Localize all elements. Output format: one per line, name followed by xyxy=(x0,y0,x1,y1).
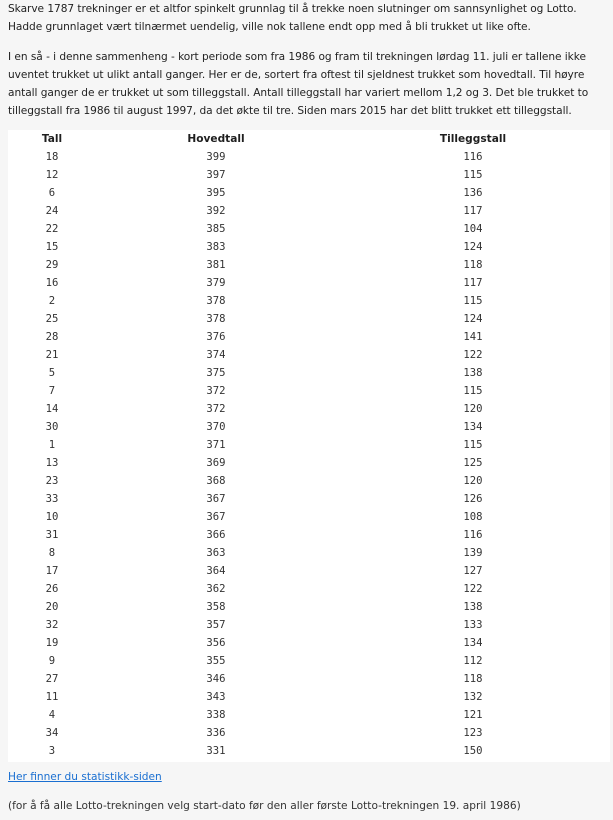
cell-hovedtall: 399 xyxy=(206,151,226,163)
cell-tilleggstall: 120 xyxy=(463,403,483,415)
cell-hovedtall: 331 xyxy=(206,745,226,757)
cell-hovedtall: 378 xyxy=(206,313,226,325)
cell-hovedtall: 376 xyxy=(206,331,226,343)
table-row xyxy=(8,328,610,346)
cell-tall: 26 xyxy=(45,583,59,595)
statistics-page-link[interactable]: Her finner du statistikk-siden xyxy=(8,771,162,783)
cell-tall: 1 xyxy=(48,439,56,451)
cell-tall: 29 xyxy=(45,259,59,271)
table-row xyxy=(8,634,610,652)
cell-hovedtall: 367 xyxy=(206,511,226,523)
cell-hovedtall: 364 xyxy=(206,565,226,577)
cell-tilleggstall: 150 xyxy=(463,745,483,757)
cell-tall: 16 xyxy=(45,277,59,289)
table-row xyxy=(8,652,610,670)
table-row xyxy=(8,436,610,454)
cell-hovedtall: 343 xyxy=(206,691,226,703)
cell-tall: 23 xyxy=(45,475,59,487)
cell-hovedtall: 383 xyxy=(206,241,226,253)
footnote: (for å få alle Lotto-trekningen velg start-dato før den aller første Lotto-trekningen 19. april 1986) xyxy=(8,800,521,812)
cell-hovedtall: 397 xyxy=(206,169,226,181)
cell-tall: 24 xyxy=(45,205,59,217)
cell-tilleggstall: 124 xyxy=(463,313,483,325)
cell-hovedtall: 372 xyxy=(206,403,226,415)
statistics-table xyxy=(8,130,610,760)
cell-tilleggstall: 116 xyxy=(463,529,483,541)
table-row xyxy=(8,472,610,490)
cell-tall: 13 xyxy=(45,457,59,469)
cell-tall: 21 xyxy=(45,349,59,361)
cell-tilleggstall: 116 xyxy=(463,151,483,163)
table-row xyxy=(8,292,610,310)
cell-hovedtall: 372 xyxy=(206,385,226,397)
table-row xyxy=(8,202,610,220)
table-row xyxy=(8,616,610,634)
table-row xyxy=(8,346,610,364)
cell-tilleggstall: 115 xyxy=(463,439,483,451)
cell-tall: 22 xyxy=(45,223,59,235)
cell-hovedtall: 379 xyxy=(206,277,226,289)
table-row xyxy=(8,400,610,418)
table-row xyxy=(8,274,610,292)
table-row xyxy=(8,598,610,616)
table-row xyxy=(8,256,610,274)
cell-tall: 31 xyxy=(45,529,59,541)
cell-tilleggstall: 117 xyxy=(463,277,483,289)
cell-tall: 34 xyxy=(45,727,59,739)
cell-tilleggstall: 115 xyxy=(463,169,483,181)
table-row xyxy=(8,220,610,238)
cell-tilleggstall: 126 xyxy=(463,493,483,505)
cell-hovedtall: 355 xyxy=(206,655,226,667)
intro-paragraph-2: I en så - i denne sammenheng - kort periode som fra 1986 og fram til trekningen lørdag 11. juli er tallene ikke uventet trukket ut ulikt antall ganger. Her er de, sortert fra oftest til sjeldnest trukket som hovedtall. Til høyre antall ganger de er trukket ut som tilleggstall. Antall tilleggstall har variert mellom 1,2 og 3. Det ble trukket to tilleggstall fra 1986 til august 1997, da det økte til tre. Siden mars 2015 har det blitt trukket ett tilleggstall. xyxy=(8,51,589,117)
cell-tall: 27 xyxy=(45,673,59,685)
header-tilleggstall: Tilleggstall xyxy=(439,133,507,145)
cell-tilleggstall: 125 xyxy=(463,457,483,469)
cell-hovedtall: 357 xyxy=(206,619,226,631)
cell-hovedtall: 378 xyxy=(206,295,226,307)
cell-tall: 3 xyxy=(48,745,56,757)
cell-hovedtall: 346 xyxy=(206,673,226,685)
cell-tilleggstall: 132 xyxy=(463,691,483,703)
cell-tilleggstall: 104 xyxy=(463,223,483,235)
table-row xyxy=(8,382,610,400)
cell-hovedtall: 358 xyxy=(206,601,226,613)
cell-tilleggstall: 122 xyxy=(463,349,483,361)
cell-tall: 8 xyxy=(48,547,56,559)
cell-tilleggstall: 138 xyxy=(463,601,483,613)
cell-tall: 6 xyxy=(48,187,56,199)
cell-tilleggstall: 121 xyxy=(463,709,483,721)
cell-tall: 25 xyxy=(45,313,59,325)
cell-tilleggstall: 124 xyxy=(463,241,483,253)
cell-tall: 28 xyxy=(45,331,59,343)
header-hovedtall: Hovedtall xyxy=(187,133,245,145)
cell-tilleggstall: 134 xyxy=(463,421,483,433)
table-row xyxy=(8,184,610,202)
cell-hovedtall: 368 xyxy=(206,475,226,487)
cell-tilleggstall: 136 xyxy=(463,187,483,199)
cell-tilleggstall: 122 xyxy=(463,583,483,595)
table-row xyxy=(8,418,610,436)
table-row xyxy=(8,310,610,328)
table-row xyxy=(8,670,610,688)
cell-tall: 10 xyxy=(45,511,59,523)
table-row xyxy=(8,508,610,526)
cell-tall: 15 xyxy=(45,241,59,253)
cell-hovedtall: 395 xyxy=(206,187,226,199)
cell-hovedtall: 381 xyxy=(206,259,226,271)
cell-hovedtall: 371 xyxy=(206,439,226,451)
cell-tilleggstall: 117 xyxy=(463,205,483,217)
cell-tall: 17 xyxy=(45,565,59,577)
cell-hovedtall: 356 xyxy=(206,637,226,649)
table-row xyxy=(8,166,610,184)
table-row xyxy=(8,238,610,256)
table-row xyxy=(8,490,610,508)
intro-paragraph-1: Skarve 1787 trekninger er et altfor spinkelt grunnlag til å trekke noen slutninger om sannsynlighet og Lotto. Hadde grunnlaget vært tilnærmet uendelig, ville nok tallene endt opp med å bli trukket ut like ofte. xyxy=(8,3,577,33)
cell-tilleggstall: 138 xyxy=(463,367,483,379)
cell-tilleggstall: 133 xyxy=(463,619,483,631)
table-row xyxy=(8,364,610,382)
cell-tilleggstall: 118 xyxy=(463,259,483,271)
cell-hovedtall: 338 xyxy=(206,709,226,721)
table-row xyxy=(8,580,610,598)
table-row xyxy=(8,724,610,742)
cell-tall: 14 xyxy=(45,403,59,415)
cell-hovedtall: 367 xyxy=(206,493,226,505)
cell-tilleggstall: 123 xyxy=(463,727,483,739)
cell-hovedtall: 363 xyxy=(206,547,226,559)
cell-hovedtall: 362 xyxy=(206,583,226,595)
cell-tilleggstall: 115 xyxy=(463,385,483,397)
cell-hovedtall: 385 xyxy=(206,223,226,235)
cell-tall: 11 xyxy=(45,691,59,703)
cell-tall: 18 xyxy=(45,151,59,163)
cell-tall: 2 xyxy=(48,295,56,307)
cell-tilleggstall: 112 xyxy=(463,655,483,667)
table-row xyxy=(8,526,610,544)
cell-tall: 20 xyxy=(45,601,59,613)
cell-tilleggstall: 108 xyxy=(463,511,483,523)
cell-tilleggstall: 134 xyxy=(463,637,483,649)
cell-hovedtall: 369 xyxy=(206,457,226,469)
cell-tall: 4 xyxy=(48,709,56,721)
header-tall: Tall xyxy=(41,133,63,145)
cell-tall: 5 xyxy=(48,367,56,379)
table-row xyxy=(8,544,610,562)
cell-hovedtall: 336 xyxy=(206,727,226,739)
cell-tall: 33 xyxy=(45,493,59,505)
cell-tall: 30 xyxy=(45,421,59,433)
cell-tall: 19 xyxy=(45,637,59,649)
cell-tilleggstall: 127 xyxy=(463,565,483,577)
lotto-statistics-table xyxy=(8,130,610,762)
cell-tall: 7 xyxy=(48,385,56,397)
table-body xyxy=(8,148,610,760)
cell-tilleggstall: 115 xyxy=(463,295,483,307)
cell-tilleggstall: 141 xyxy=(463,331,483,343)
table-row xyxy=(8,742,610,760)
cell-tilleggstall: 118 xyxy=(463,673,483,685)
cell-tall: 32 xyxy=(45,619,59,631)
table-row xyxy=(8,688,610,706)
cell-tall: 12 xyxy=(45,169,59,181)
cell-tall: 9 xyxy=(48,655,56,667)
cell-hovedtall: 370 xyxy=(206,421,226,433)
cell-hovedtall: 375 xyxy=(206,367,226,379)
cell-hovedtall: 374 xyxy=(206,349,226,361)
cell-tilleggstall: 120 xyxy=(463,475,483,487)
table-header-row xyxy=(8,130,610,148)
cell-hovedtall: 366 xyxy=(206,529,226,541)
cell-tilleggstall: 139 xyxy=(463,547,483,559)
cell-hovedtall: 392 xyxy=(206,205,226,217)
table-row xyxy=(8,562,610,580)
table-row xyxy=(8,454,610,472)
table-row xyxy=(8,148,610,166)
table-row xyxy=(8,706,610,724)
